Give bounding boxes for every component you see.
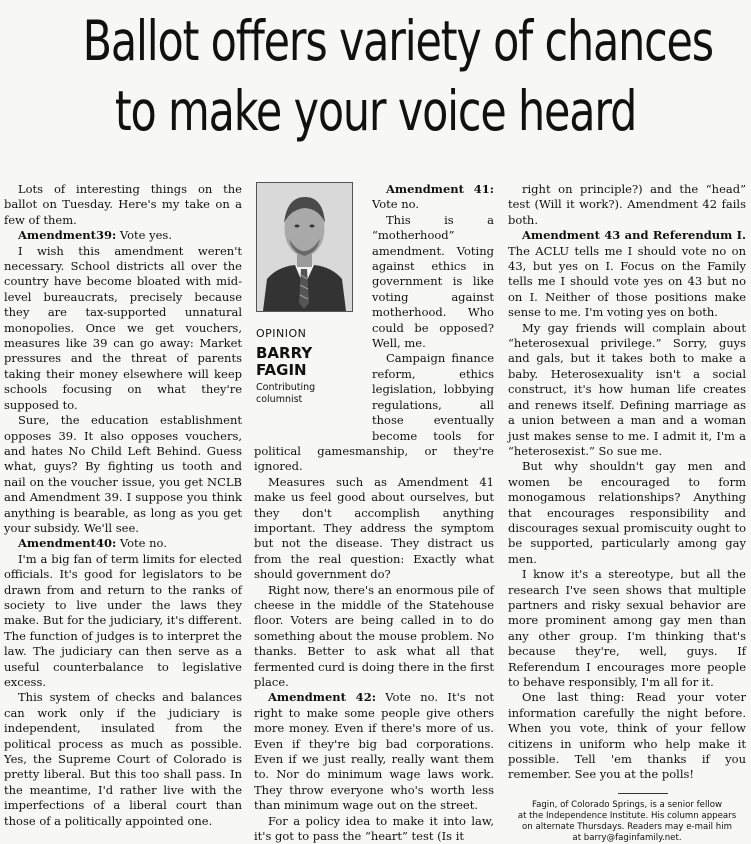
paragraph-heading: Amendment40: <box>18 536 117 551</box>
byline-kicker: OPINION <box>256 327 307 340</box>
author-role-line-1: Contributing <box>256 382 316 394</box>
paragraph-text: The ACLU tells me I should vote no on 43, but yes on I. Focus on the Family tells me I should vote yes on 43 but no on I. Neither of those positions make sense to me. I'm voting yes on both. <box>508 243 746 320</box>
article-paragraph: Campaign finance reform, ethics legislation, lobbying regulations, all those eventually become tools for political gamesmanship, or they're ignored. <box>254 351 494 474</box>
footnote-line: at barry@faginfamily.net. <box>572 832 682 843</box>
footnote-line: at the Independence Institute. His column appears <box>517 810 737 821</box>
column-1 <box>4 182 242 829</box>
author-last-name: FAGIN <box>256 361 307 380</box>
article-paragraph: For a policy idea to make it into law, it's got to pass the “heart” test (Is it <box>254 813 494 844</box>
paragraph-heading: Amendment 43 and Referendum I. <box>522 228 746 243</box>
paragraph-text: Vote yes. <box>116 228 172 243</box>
article-paragraph: Measures such as Amendment 41 make us feel good about ourselves, but they don't accomplish anything important. They address the symptom but not the disease. They distract us from the real question: Exactly what should government do? <box>254 474 494 582</box>
author-role-line-2: columnist <box>256 394 303 406</box>
headline-line-1: Ballot offers variety of chances <box>82 9 713 73</box>
article-paragraph: I know it's a stereotype, but all the research I've seen shows that multiple partners and risky sexual behavior are more prominent among gay men than any other group. I'm thinking that's because they're, well, guys. If Referendum I encourages more people to behave responsibly, I'm all for it. <box>508 567 746 689</box>
headline <box>82 6 713 146</box>
article-paragraph <box>508 228 746 320</box>
article-paragraph: Sure, the education establishment opposes 39. It also opposes vouchers, and hates No Child Left Behind. Guess what, guys? By fighting us tooth and nail on the voucher issue, you get NCLB and Amendment 39. I suppose you think anything is bearable, as long as you get your subsidy. We'll see. <box>4 413 242 535</box>
article-paragraph: One last thing: Read your voter information carefully the night before. When you vote, think of your fellow citizens in uniform who help make it possible. Tell 'em thanks if you remember. See you at the polls! <box>508 690 746 782</box>
author-photo <box>256 182 353 312</box>
paragraph-heading: Amendment 42: <box>268 690 376 705</box>
article-paragraph <box>4 228 242 243</box>
article-paragraph <box>4 536 242 551</box>
article-paragraph: But why shouldn't gay men and women be encouraged to form monogamous relationships? Anything that encourages responsibility and discourages sexual promiscuity ought to be supported, particularly among gay men. <box>508 459 746 566</box>
footnote-line: on alternate Thursdays. Readers may e-mail him <box>522 821 732 832</box>
paragraph-heading: Amendment39: <box>18 228 117 243</box>
paragraph-text: Vote no. It's not right to make some people give others more money. Even if there's more of us. Even if they're big bad corporations. Even if we just really, really want them to. Nor do minimum wage laws work. They throw everyone who's worth less than minimum wage out on the street. <box>254 690 494 813</box>
author-box <box>254 182 366 436</box>
article-paragraph: This is a “motherhood” amendment. Voting against ethics in government is like voting against motherhood. Who could be opposed? Well, me. <box>372 212 494 351</box>
article-paragraph: right on principle?) and the “head” test (Will it work?). Amendment 42 fails both. <box>508 182 746 227</box>
author-first-name: BARRY <box>256 344 313 363</box>
footnote-line: Fagin, of Colorado Springs, is a senior fellow <box>531 799 723 810</box>
article-paragraph: Right now, there's an enormous pile of cheese in the middle of the Statehouse floor. Voters are being called in to do something about the mouse problem. No thanks. Better to ask what all that fermented curd is doing there in the first place. <box>254 582 494 689</box>
article-paragraph <box>254 690 494 813</box>
column-3 <box>508 182 746 844</box>
paragraph-text: Vote no. <box>372 197 420 212</box>
headline-line-2: to make your voice heard <box>114 79 637 143</box>
article-paragraph: Lots of interesting things on the ballot on Tuesday. Here's my take on a few of them. <box>4 182 242 227</box>
article-paragraph: This system of checks and balances can work only if the judiciary is independent, insulated from the political process as much as possible. Yes, the Supreme Court of Colorado is pretty liberal. But this too shall pass. In the meantime, I'd rather live with the imperfections of a liberal court than those of a politically appointed one. <box>4 690 242 828</box>
paragraph-text: Vote no. <box>116 536 167 551</box>
article-paragraph: I'm a big fan of term limits for elected officials. It's good for legislators to be drawn from and return to the ranks of society to live under the laws they make. But for the judiciary, it's different. The function of judges is to interpret the law. The judiciary can then serve as a useful counterbalance to legislative excess. <box>4 551 242 689</box>
author-role <box>256 382 315 406</box>
article-paragraph: I wish this amendment weren't necessary. School districts all over the country have become bloated with mid-level bureaucrats, precisely because they are tax-supported unnatural monopolies. Once we get vouchers, measures like 39 can go away: Market pressures and the threat of parents taking their money elsewhere will keep schools focusing on what they're supposed to. <box>4 243 242 412</box>
article-paragraph: My gay friends will complain about “heterosexual privilege.” Sorry, guys and gals, but it takes both to make a baby. Heterosexuality isn't a social construct, it's how human life creates and renews itself. Defining marriage as a union between a man and a woman just makes sense to me. I admit it, I'm a “heterosexist.” So sue me. <box>508 320 746 458</box>
footnote-divider <box>618 793 668 794</box>
byline <box>256 326 315 406</box>
paragraph-heading: Amendment 41: <box>386 182 494 196</box>
column-2 <box>254 182 494 844</box>
